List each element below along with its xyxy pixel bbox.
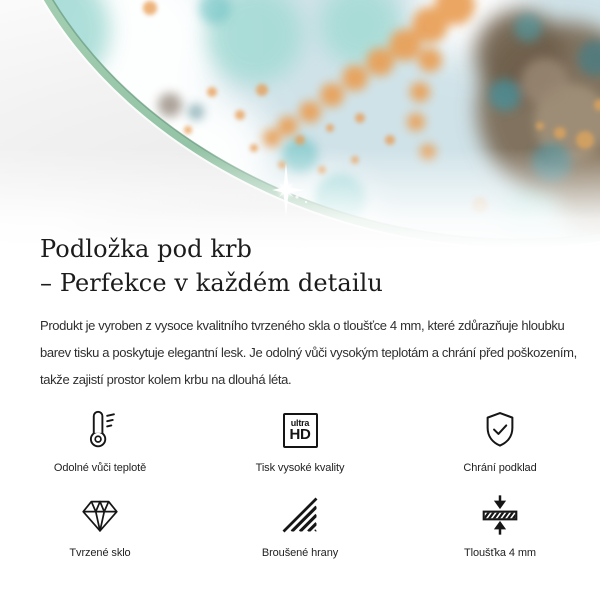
polished-edges-icon <box>276 492 324 538</box>
description-line: Produkt je vyroben z vysoce kvalitního tvrzeného skla o tloušťce 4 mm, které zdůrazňuje hloubku <box>40 318 565 333</box>
ultra-hd-text-top: ultra <box>290 417 310 428</box>
product-photo <box>0 0 600 250</box>
thermometer-icon <box>76 407 124 453</box>
ultra-hd-icon <box>276 407 324 453</box>
ultra-hd-box <box>283 413 318 448</box>
shield-check-icon <box>476 407 524 453</box>
feature-label: Tloušťka 4 mm <box>464 547 536 559</box>
feature-grid <box>0 407 600 559</box>
page-title-line1: Podložka pod krb <box>40 235 253 263</box>
feature-label: Tvrzené sklo <box>69 547 131 559</box>
ultra-hd-text-bottom: HD <box>289 425 311 443</box>
feature-print-quality <box>200 407 400 474</box>
feature-label: Chrání podklad <box>463 462 537 474</box>
feature-polished-edges <box>200 492 400 559</box>
diamond-icon <box>76 492 124 538</box>
feature-protects-surface <box>400 407 600 474</box>
product-description-section <box>0 232 600 559</box>
description-line: takže zajistí prostor kolem krbu na dlouhá léta. <box>40 372 292 387</box>
feature-heat-resistant <box>0 407 200 474</box>
page-title-line2: – Perfekce v každém detailu <box>40 269 383 297</box>
feature-label: Odolné vůči teplotě <box>53 462 147 474</box>
feature-label: Tisk vysoké kvality <box>255 462 345 474</box>
feature-thickness <box>400 492 600 559</box>
description-line: barev tisku a poskytuje elegantní lesk. Je odolný vůči vysokým teplotám a chrání před poškozením, <box>40 345 577 360</box>
glass-pad-image <box>0 0 600 250</box>
feature-label: Broušené hrany <box>261 547 339 559</box>
page-title <box>40 232 560 300</box>
feature-tempered-glass <box>0 492 200 559</box>
product-description <box>40 312 577 393</box>
thickness-icon <box>476 492 524 538</box>
